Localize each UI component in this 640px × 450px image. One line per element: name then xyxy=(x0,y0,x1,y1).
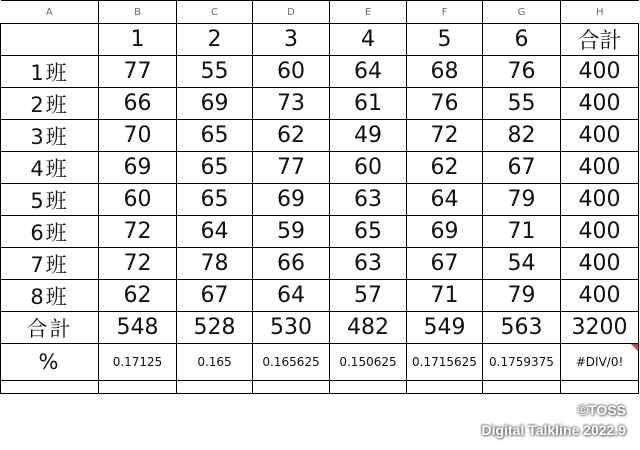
table-row xyxy=(1,88,639,120)
empty-cell[interactable] xyxy=(330,381,407,394)
cell[interactable]: 55 xyxy=(177,56,253,88)
row-label-cell[interactable]: 3班 xyxy=(1,120,99,152)
cell[interactable]: 3 xyxy=(253,24,330,56)
cell[interactable]: 79 xyxy=(483,280,561,312)
credit-watermark xyxy=(482,400,626,440)
empty-cell[interactable] xyxy=(483,381,561,394)
column-header-f[interactable]: F xyxy=(407,1,483,24)
cell[interactable]: 67 xyxy=(483,152,561,184)
cell[interactable]: 82 xyxy=(483,120,561,152)
cell[interactable]: 49 xyxy=(330,120,407,152)
cell[interactable]: 4 xyxy=(330,24,407,56)
cell[interactable]: 400 xyxy=(561,88,639,120)
table-row xyxy=(1,56,639,88)
cell[interactable]: 548 xyxy=(99,312,177,344)
cell[interactable]: 400 xyxy=(561,152,639,184)
cell[interactable]: 69 xyxy=(253,184,330,216)
cell[interactable]: 76 xyxy=(407,88,483,120)
cell[interactable]: 72 xyxy=(407,120,483,152)
cell[interactable]: 62 xyxy=(99,280,177,312)
cell[interactable]: 合計 xyxy=(561,24,639,56)
column-header-b[interactable]: B xyxy=(99,1,177,24)
cell[interactable]: 59 xyxy=(253,216,330,248)
cell[interactable]: 64 xyxy=(177,216,253,248)
cell[interactable]: 0.1715625 xyxy=(407,344,483,381)
row-label-cell[interactable]: 5班 xyxy=(1,184,99,216)
cell[interactable]: 66 xyxy=(253,248,330,280)
cell[interactable]: 63 xyxy=(330,184,407,216)
error-flag-icon xyxy=(631,344,638,351)
cell[interactable]: 62 xyxy=(407,152,483,184)
cell[interactable]: 5 xyxy=(407,24,483,56)
copyright-text: ©TOSS xyxy=(577,402,626,418)
column-header-g[interactable]: G xyxy=(483,1,561,24)
cell[interactable]: 0.1759375 xyxy=(483,344,561,381)
cell[interactable]: 0.165 xyxy=(177,344,253,381)
event-text: Digital Talkline 2022.9 xyxy=(481,422,626,438)
row-label-cell[interactable]: 8班 xyxy=(1,280,99,312)
cell[interactable]: 55 xyxy=(483,88,561,120)
cell[interactable]: 73 xyxy=(253,88,330,120)
column-header-d[interactable]: D xyxy=(253,1,330,24)
error-value: #DIV/0! xyxy=(575,355,624,369)
header-row xyxy=(1,24,639,56)
cell[interactable]: 62 xyxy=(253,120,330,152)
column-header-h[interactable]: H xyxy=(561,1,639,24)
table-row xyxy=(1,120,639,152)
cell[interactable]: 54 xyxy=(483,248,561,280)
column-letter-row xyxy=(1,1,639,24)
cell[interactable]: 78 xyxy=(177,248,253,280)
column-header-a[interactable]: A xyxy=(1,1,99,24)
cell[interactable]: 0.17125 xyxy=(99,344,177,381)
column-header-e[interactable]: E xyxy=(330,1,407,24)
row-label-cell[interactable]: 1班 xyxy=(1,56,99,88)
cell[interactable]: 69 xyxy=(407,216,483,248)
total-row xyxy=(1,312,639,344)
cell[interactable]: 67 xyxy=(407,248,483,280)
table-row xyxy=(1,280,639,312)
cell[interactable]: 530 xyxy=(253,312,330,344)
cell[interactable]: 57 xyxy=(330,280,407,312)
empty-cell[interactable] xyxy=(99,381,177,394)
cell[interactable]: 0.150625 xyxy=(330,344,407,381)
error-cell[interactable] xyxy=(561,344,639,381)
row-label-cell[interactable]: 合計 xyxy=(1,312,99,344)
cell[interactable]: 549 xyxy=(407,312,483,344)
table-row xyxy=(1,184,639,216)
table-row xyxy=(1,152,639,184)
cell[interactable]: 72 xyxy=(99,216,177,248)
cell[interactable]: 3200 xyxy=(561,312,639,344)
row-label-cell[interactable]: % xyxy=(1,344,99,381)
row-label-cell[interactable]: 4班 xyxy=(1,152,99,184)
row-label-cell[interactable]: 7班 xyxy=(1,248,99,280)
cell[interactable]: 77 xyxy=(99,56,177,88)
cell[interactable]: 400 xyxy=(561,280,639,312)
cell[interactable]: 64 xyxy=(407,184,483,216)
cell[interactable]: 2 xyxy=(177,24,253,56)
column-header-c[interactable]: C xyxy=(177,1,253,24)
cell[interactable]: 79 xyxy=(483,184,561,216)
cell[interactable]: 77 xyxy=(253,152,330,184)
table-row xyxy=(1,216,639,248)
cell[interactable]: 63 xyxy=(330,248,407,280)
cell[interactable]: 528 xyxy=(177,312,253,344)
cell[interactable]: 69 xyxy=(99,152,177,184)
cell[interactable]: 60 xyxy=(253,56,330,88)
cell[interactable]: 71 xyxy=(407,280,483,312)
cell[interactable]: 400 xyxy=(561,120,639,152)
cell[interactable]: 76 xyxy=(483,56,561,88)
cell[interactable]: 60 xyxy=(330,152,407,184)
percent-row xyxy=(1,344,639,381)
cell[interactable]: 72 xyxy=(99,248,177,280)
cell[interactable]: 1 xyxy=(99,24,177,56)
empty-cell[interactable] xyxy=(407,381,483,394)
cell[interactable]: 69 xyxy=(177,88,253,120)
cell[interactable]: 67 xyxy=(177,280,253,312)
cell[interactable]: 68 xyxy=(407,56,483,88)
empty-cell[interactable] xyxy=(1,381,99,394)
cell[interactable]: 70 xyxy=(99,120,177,152)
cell[interactable]: 0.165625 xyxy=(253,344,330,381)
cell[interactable]: 400 xyxy=(561,216,639,248)
cell[interactable]: 65 xyxy=(177,184,253,216)
cell[interactable]: 66 xyxy=(99,88,177,120)
empty-row xyxy=(1,381,639,394)
cell[interactable]: 65 xyxy=(177,152,253,184)
row-label-cell[interactable]: 6班 xyxy=(1,216,99,248)
cell[interactable]: 71 xyxy=(483,216,561,248)
cell[interactable]: 64 xyxy=(330,56,407,88)
cell[interactable]: 563 xyxy=(483,312,561,344)
cell[interactable]: 64 xyxy=(253,280,330,312)
cell[interactable]: 400 xyxy=(561,248,639,280)
empty-cell[interactable] xyxy=(177,381,253,394)
empty-cell[interactable] xyxy=(253,381,330,394)
cell[interactable]: 61 xyxy=(330,88,407,120)
cell[interactable]: 60 xyxy=(99,184,177,216)
cell[interactable]: 6 xyxy=(483,24,561,56)
empty-cell[interactable] xyxy=(561,381,639,394)
cell[interactable]: 65 xyxy=(330,216,407,248)
cell[interactable]: 400 xyxy=(561,184,639,216)
cell[interactable]: 65 xyxy=(177,120,253,152)
cell[interactable]: 482 xyxy=(330,312,407,344)
cell[interactable]: 400 xyxy=(561,56,639,88)
row-label-cell[interactable]: 2班 xyxy=(1,88,99,120)
table-row xyxy=(1,248,639,280)
cell[interactable] xyxy=(1,24,99,56)
